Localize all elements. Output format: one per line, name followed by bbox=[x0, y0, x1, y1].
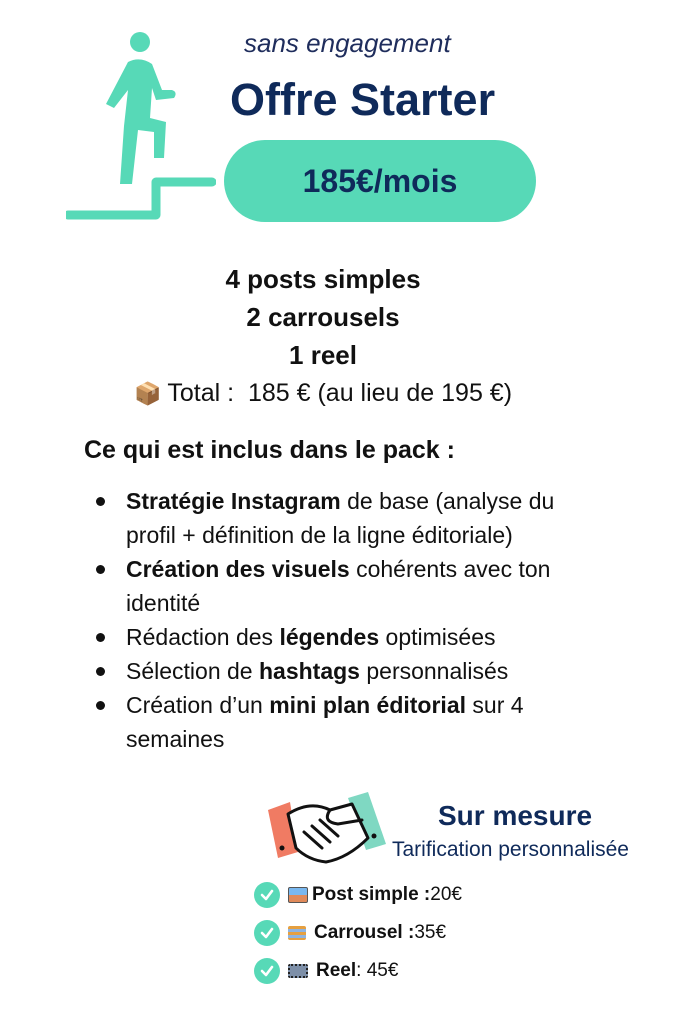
price-text: 185€/mois bbox=[302, 162, 458, 199]
total-value: 185 € (au lieu de 195 €) bbox=[247, 379, 513, 407]
list-item: Stratégie Instagram de base (analyse du profil + définition de la ligne éditoriale) bbox=[94, 484, 594, 552]
check-icon bbox=[254, 958, 280, 984]
list-item: Sélection de hashtags personnalisés bbox=[94, 654, 594, 688]
offer-title: Offre Starter bbox=[230, 74, 496, 125]
price-row bbox=[254, 918, 446, 948]
pack-line: 2 carrousels bbox=[246, 302, 400, 332]
film-icon bbox=[288, 964, 308, 978]
price-row bbox=[254, 956, 398, 986]
price-row bbox=[254, 880, 462, 910]
price-value: : 45€ bbox=[356, 960, 399, 981]
handshake-icon bbox=[264, 792, 390, 868]
carousel-icon bbox=[288, 926, 306, 940]
price-label: Reel bbox=[316, 960, 357, 981]
check-icon bbox=[254, 920, 280, 946]
total-label: Total : bbox=[167, 379, 235, 407]
custom-subtitle: Tarification personnalisée bbox=[392, 838, 629, 861]
pack-line: 1 reel bbox=[289, 340, 357, 370]
package-icon: 📦 bbox=[133, 381, 162, 406]
picture-icon bbox=[288, 887, 308, 903]
stairs-icon bbox=[66, 30, 216, 222]
list-item: Création d’un mini plan éditorial sur 4 semaines bbox=[94, 688, 594, 756]
list-item: Création des visuels cohérents avec ton identité bbox=[94, 552, 594, 620]
price-badge bbox=[224, 140, 536, 222]
check-icon bbox=[254, 882, 280, 908]
pack-line: 4 posts simples bbox=[225, 264, 421, 294]
price-value: 35€ bbox=[414, 922, 447, 943]
custom-title: Sur mesure bbox=[438, 800, 593, 831]
price-label: Carrousel : bbox=[314, 922, 415, 943]
price-value: 20€ bbox=[430, 884, 462, 905]
price-label: Post simple : bbox=[312, 884, 431, 905]
included-title: Ce qui est inclus dans le pack : bbox=[84, 436, 455, 464]
total-line bbox=[0, 374, 646, 413]
pack-summary bbox=[0, 260, 646, 413]
tagline: sans engagement bbox=[244, 28, 451, 58]
list-item: Rédaction des légendes optimisées bbox=[94, 620, 594, 654]
included-list bbox=[94, 484, 594, 756]
